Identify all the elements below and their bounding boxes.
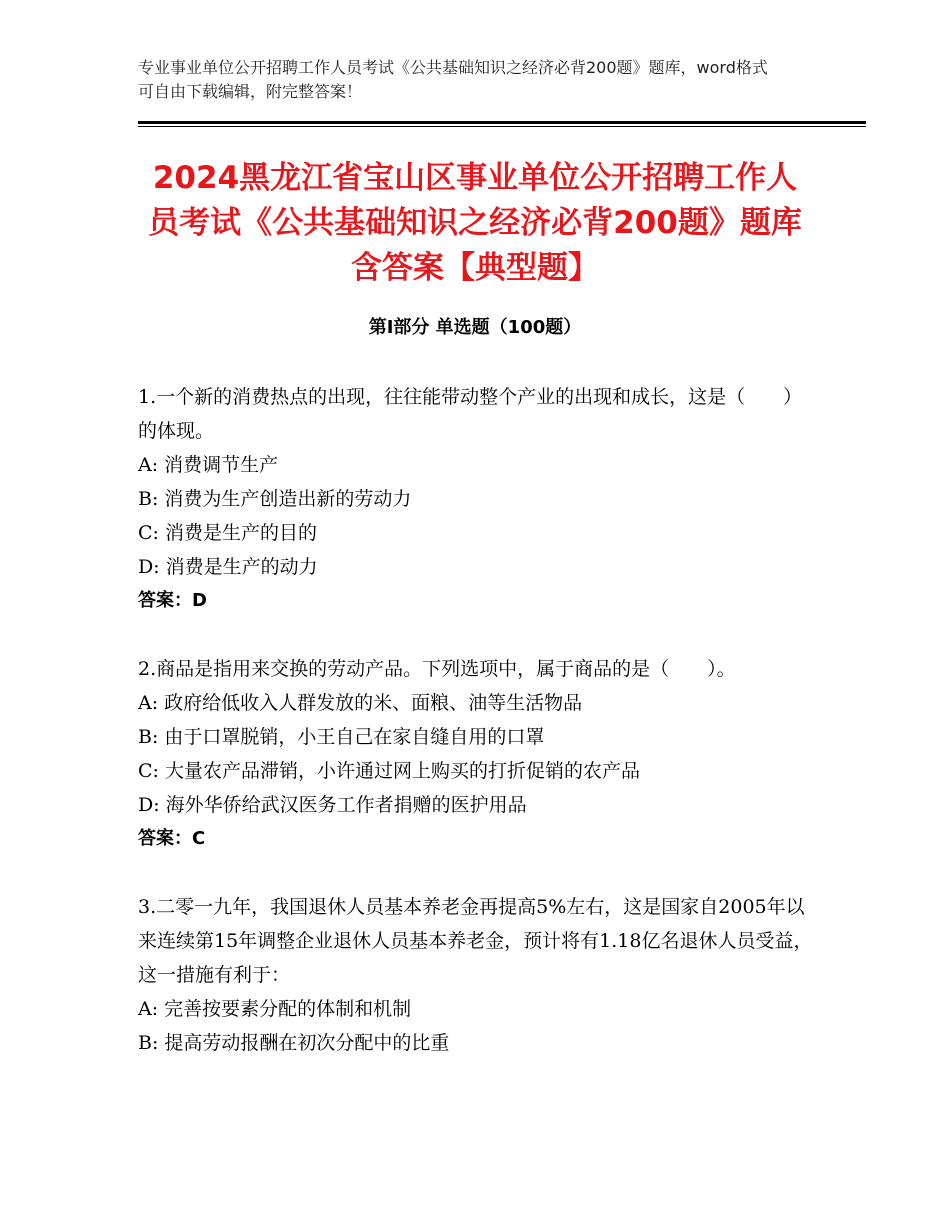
header-rule-thick bbox=[138, 121, 866, 124]
option-b: B: 消费为生产创造出新的劳动力 bbox=[138, 488, 412, 510]
option-a: A: 政府给低收入人群发放的米、面粮、油等生活物品 bbox=[138, 692, 583, 714]
answer: 答案：C bbox=[138, 828, 206, 849]
question-stem: 1.一个新的消费热点的出现，往往能带动整个产业的出现和成长，这是（ ）的体现。 bbox=[138, 386, 803, 442]
page-header: 专业事业单位公开招聘工作人员考试《公共基础知识之经济必背200题》题库，word格式可自由下载编辑，附完整答案！ bbox=[138, 58, 768, 101]
header-rule-thin bbox=[138, 126, 866, 127]
option-b: B: 由于口罩脱销，小王自己在家自缝自用的口罩 bbox=[138, 726, 545, 748]
answer: 答案：D bbox=[138, 590, 207, 611]
question-stem: 2.商品是指用来交换的劳动产品。下列选项中，属于商品的是（ ）。 bbox=[138, 658, 736, 680]
option-c: C: 大量农产品滞销，小许通过网上购买的打折促销的农产品 bbox=[138, 760, 640, 782]
option-b: B: 提高劳动报酬在初次分配中的比重 bbox=[138, 1032, 450, 1054]
question-2 bbox=[138, 652, 818, 856]
section-title: 第Ⅰ部分 单选题（100题） bbox=[368, 317, 582, 338]
option-d: D: 海外华侨给武汉医务工作者捐赠的医护用品 bbox=[138, 794, 527, 816]
document-title: 2024黑龙江省宝山区事业单位公开招聘工作人员考试《公共基础知识之经济必背200题》题库含答案【典型题】 bbox=[148, 160, 802, 286]
question-1 bbox=[138, 380, 818, 618]
question-list bbox=[138, 380, 818, 1094]
option-c: C: 消费是生产的目的 bbox=[138, 522, 317, 544]
option-d: D: 消费是生产的动力 bbox=[138, 556, 318, 578]
option-a: A: 消费调节生产 bbox=[138, 454, 279, 476]
option-a: A: 完善按要素分配的体制和机制 bbox=[138, 998, 412, 1020]
question-stem: 3.二零一九年，我国退休人员基本养老金再提高5%左右，这是国家自2005年以来连续第15年调整企业退休人员基本养老金，预计将有1.18亿名退休人员受益，这一措施有利于： bbox=[138, 896, 813, 986]
question-3 bbox=[138, 890, 818, 1060]
